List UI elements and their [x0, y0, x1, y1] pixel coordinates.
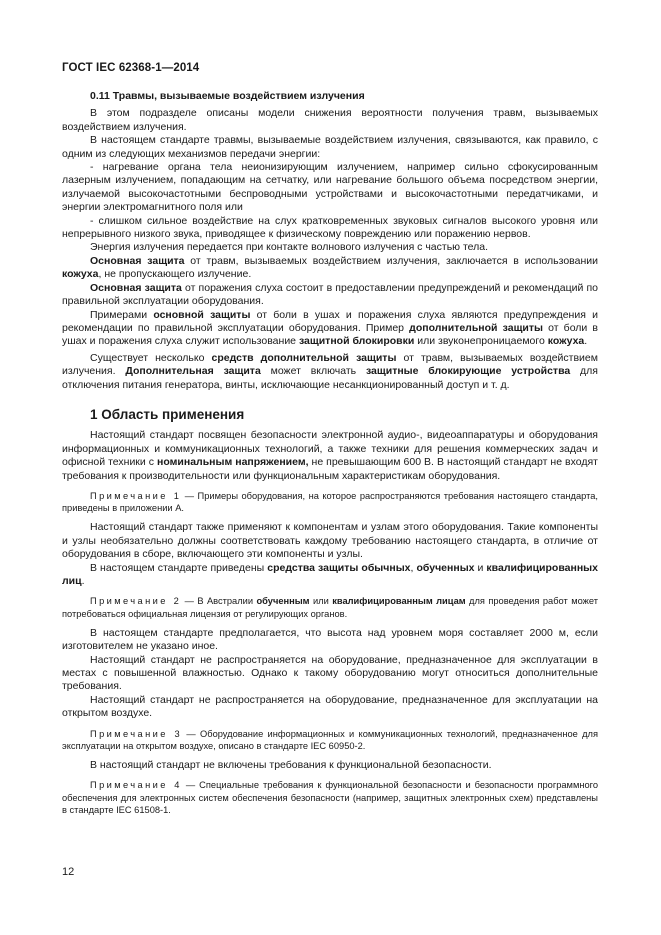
- note-3: Примечание 3 — Оборудование информационных и коммуникационных технологий, предназначенное для эксплуатации на открытом воздухе, описано в стандарте IEC 60950-2.: [62, 728, 598, 751]
- paragraph: Основная защита от поражения слуха состоит в предоставлении предупреждений и рекомендаций по правильной эксплуатации оборудования.: [62, 281, 598, 308]
- paragraph: В настоящем стандарте травмы, вызываемые воздействием излучения, связываются, как правило, с одним из следующих механизмов передачи энергии:: [62, 134, 598, 160]
- paragraph: Настоящий стандарт не распространяется на оборудование, предназначенное для эксплуатации в местах с повышенной влажностью. Однако к такому оборудованию могут относиться дополнительные требования.: [62, 653, 598, 693]
- term: квалифицированных лиц: [62, 561, 598, 587]
- document-body: [62, 90, 598, 823]
- note-label: Примечание 4: [90, 780, 182, 791]
- note-1: Примечание 1 — Примеры оборудования, на которое распространяются требования настоящего стандарта, приведены в приложении А.: [62, 490, 598, 514]
- term: квалифицированным лицам: [332, 596, 466, 607]
- page-number: 12: [62, 866, 75, 878]
- term: Основная защита: [90, 281, 182, 294]
- note-label: Примечание 3: [90, 728, 183, 739]
- document-header: ГОСТ IEC 62368-1—2014: [62, 62, 200, 74]
- section-0-11-heading: 0.11 Травмы, вызываемые воздействием излучения: [90, 90, 365, 102]
- paragraph: Примерами основной защиты от боли в ушах и поражения слуха являются предупреждения и рекомендации по правильной эксплуатации оборудования. Пример дополнительной защиты от боли в ушах и поражения слуха служит использование защитной блокировки или звуконепроницаемого кожуха.: [62, 308, 598, 348]
- paragraph: Основная защита от травм, вызываемых воздействием излучения, заключается в использовании кожуха, не пропускающего излучение.: [62, 254, 598, 281]
- section-1-heading: 1 Область применения: [90, 406, 245, 422]
- paragraph: Настоящий стандарт не распространяется на оборудование, предназначенное для эксплуатации на открытом воздухе.: [62, 693, 598, 720]
- term: защитной блокировки: [298, 335, 415, 348]
- note-label: Примечание 1: [90, 490, 182, 501]
- paragraph: В настоящем стандарте предполагается, что высота над уровнем моря составляет 2000 м, если изготовителем не указано иное.: [62, 626, 598, 653]
- paragraph: Энергия излучения передается при контакте волнового излучения с частью тела.: [90, 241, 489, 254]
- note-4: Примечание 4 — Специальные требования к функциональной безопасности и безопасности программного обеспечения для электронных систем обеспечения безопасности (например, защитных электронных схем) представлены в стандарте IEC 61508-1.: [62, 780, 598, 815]
- term: номинальным напряжением,: [157, 456, 309, 469]
- paragraph: В настоящем стандарте приведены средства защиты обычных, обученных и квалифицированных лиц.: [62, 561, 598, 587]
- term: обученным: [256, 596, 310, 607]
- note-label: Примечание 2: [90, 596, 182, 607]
- term: защитные блокирующие устройства: [365, 365, 571, 378]
- term: кожуха: [62, 268, 99, 281]
- term: Основная защита: [90, 254, 185, 267]
- paragraph: Настоящий стандарт посвящен безопасности электронной аудио-, видеоаппаратуры и оборудования информационных и коммуникационных технологий, а также техники для решения коммерческих задач и офисной техники с номинальным напряжением, не превышающим 600 В. В настоящий стандарт не входят требования к производительности или функциональным характеристикам оборудования.: [62, 429, 598, 482]
- note-2: Примечание 2 — В Австралии обученным или квалифицированным лицам для проведения работ может потребоваться официальная лицензия от регулирующих органов.: [62, 596, 598, 619]
- list-item: - слишком сильное воздействие на слух кратковременных звуковых сигналов высокого уровня или непрерывного низкого звука, приводящее к физическому повреждению или поражению нервов.: [62, 214, 598, 241]
- paragraph: Настоящий стандарт также применяют к компонентам и узлам этого оборудования. Такие компоненты и узлы необязательно должны соответствовать каждому требованию настоящего стандарта, в отличие от оборудования в сборе, включающего эти компоненты и узлы.: [62, 521, 598, 561]
- paragraph: В настоящий стандарт не включены требования к функциональной безопасности.: [90, 759, 492, 772]
- term: средства защиты обычных: [267, 561, 411, 574]
- paragraph: В этом подразделе описаны модели снижения вероятности получения травм, вызываемых воздействием излучения.: [62, 107, 598, 133]
- term: обученных: [416, 561, 475, 574]
- list-item: - нагревание органа тела неионизирующим излучением, например сильно сфокусированным лазерным излучением, попадающим на сетчатку, или нагревание большого объема посредством энергии, излучаемой высокочастотными беспроводными устройствами и высокочастотными передатчиками, и энергии электромагнитного поля или: [62, 161, 598, 214]
- term: средств дополнительной защиты: [211, 351, 397, 364]
- term: кожуха: [547, 335, 585, 348]
- paragraph: Существует несколько средств дополнительной защиты от травм, вызываемых воздействием излучения. Дополнительная защита может включать защитные блокирующие устройства для отключения питания генератора, винты, исключающие несанкционированный доступ и т. д.: [62, 351, 598, 391]
- term: основной защиты: [153, 308, 251, 321]
- term: дополнительной защиты: [409, 321, 543, 334]
- term: Дополнительная защита: [125, 365, 261, 378]
